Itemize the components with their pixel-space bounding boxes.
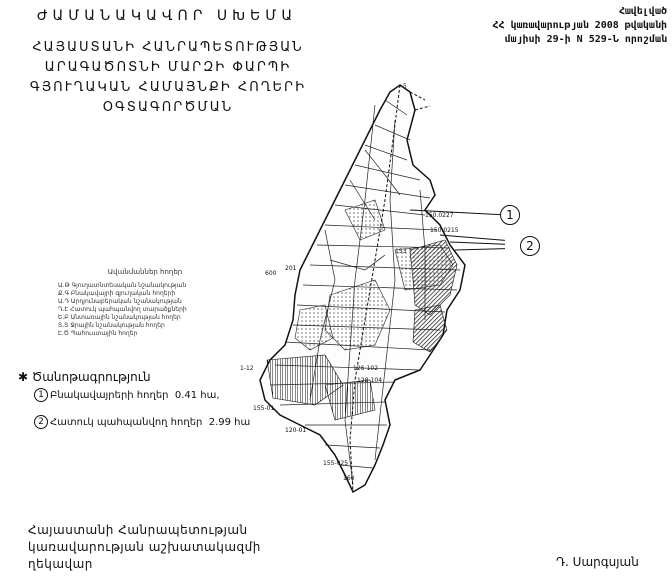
notes-title-text: Ծանոթագրություն [31, 370, 151, 384]
notes-title [18, 370, 151, 384]
map-legend [40, 268, 230, 338]
legend-title: Ավանմաններ հողեր [107, 268, 183, 276]
legend-item: Ա.Դ Արդյունաբերական նշանակության [58, 298, 182, 305]
note-item [34, 388, 220, 402]
title-line: ՀԱՅԱՍՏԱՆԻ ՀԱՆՐԱՊԵՏՈՒԹՅԱՆ [32, 40, 304, 55]
parcel-label: 150.0227 [425, 212, 454, 219]
legend-item: Է.Ծ Պահուստային հողեր [58, 330, 138, 337]
parcel-label: 126-102 [353, 365, 379, 372]
approval-line: ՀՀ կառավարության 2008 թվականի [492, 20, 667, 31]
title-line: ԱՐԱԳԱԾՈՏՆԻ ՄԱՐԶԻ ՓԱՐՊԻ [44, 60, 292, 75]
approval-stamp [405, 5, 667, 47]
parcel-map [225, 80, 505, 500]
legend-item: Տ.Տ Ջրային նշանակության հողեր [58, 322, 165, 329]
signature-line: կառավարության աշխատակազմի [28, 540, 261, 554]
approval-line: մայիսի 29-ի N 529-Ն որոշման [504, 34, 667, 45]
signature-org [28, 522, 261, 573]
parcel-label: 1-12 [240, 365, 254, 372]
signature-line: Հայաստանի Հանրապետության [28, 523, 248, 537]
note-label: Բնակավայրերի հողեր [50, 390, 169, 401]
note-marker: 1 [34, 388, 48, 402]
parcel-label: 155-025 [323, 460, 349, 467]
parcel-label: 5 [403, 83, 407, 90]
note-value: 0.41 hա, [174, 390, 220, 401]
signature-line: ղեկավար [28, 557, 93, 571]
map-callout-1: 1 [500, 205, 520, 225]
parcel-label: 160 [343, 475, 355, 482]
parcel-label: 150.0215 [430, 227, 459, 234]
title-line: ԳՅՈՒՂԱԿԱՆ ՀԱՄԱՅՆՔԻ ՀՈՂԵՐԻ [29, 80, 307, 95]
parcel-label: 155-01 [253, 405, 275, 412]
legend-item: Դ.Է Հատուկ պահպանվող տարածքների [58, 306, 187, 313]
note-value: 2.99 hա [208, 417, 251, 428]
legend-item: Ք.Գ Բնակավայրի գյուղական հողերի [58, 290, 176, 297]
title-line: ՕԳՏԱԳՈՐԾՄԱՆ [102, 100, 234, 115]
note-marker: 2 [34, 415, 48, 429]
parcel-label: 201 [285, 265, 297, 272]
parcel-label: 120-01 [285, 427, 307, 434]
legend-item: Ե.Բ Անտառային նշանակության հողեր [58, 314, 181, 321]
note-label: Հատուկ պահպանվող հողեր [50, 417, 203, 428]
approval-line: Հավելված [618, 6, 667, 17]
parcel-label: 600 [265, 270, 277, 277]
map-callout-2: 2 [520, 236, 540, 256]
legend-item: Ա.Թ Գյուղատնտեսական նշանակության [58, 282, 187, 289]
map-title-top: ԺԱՄԱՆԱԿԱՎՈՐ ՍԽԵՄԱ [36, 8, 298, 24]
note-item [34, 415, 250, 429]
asterisk-icon: ✱ [18, 370, 32, 384]
parcel-label: 153 [395, 248, 407, 255]
signature-name: Դ. Սարգսյան [556, 555, 639, 569]
parcel-label: 128-104 [357, 377, 383, 384]
